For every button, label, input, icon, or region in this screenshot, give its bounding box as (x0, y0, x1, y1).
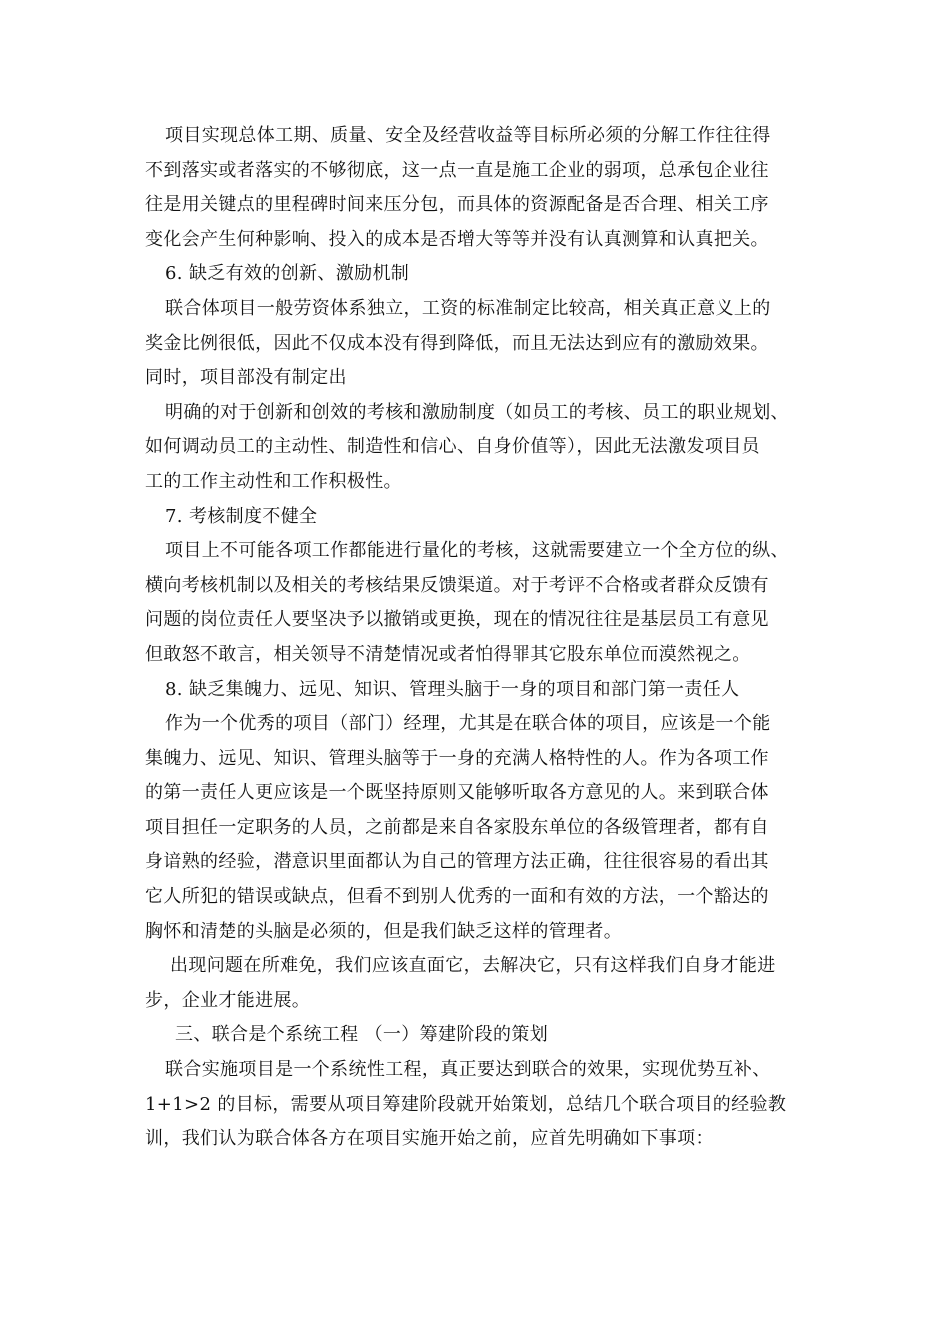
text-line: 身谙熟的经验，潜意识里面都认为自己的管理方法正确，往往很容易的看出其 (145, 851, 769, 873)
text-line: 奖金比例很低，因此不仅成本没有得到降低，而且无法达到应有的激励效果。 (145, 332, 769, 354)
text-line: 联合体项目一般劳资体系独立，工资的标准制定比较高，相关真正意义上的 (165, 297, 771, 319)
text-line: 出现问题在所难免，我们应该直面它，去解决它，只有这样我们自身才能进 (170, 955, 776, 977)
text-line: 工的工作主动性和工作积极性。 (145, 470, 402, 492)
text-line: 步，企业才能进展。 (145, 989, 311, 1011)
text-line: 项目上不可能各项工作都能进行量化的考核，这就需要建立一个全方位的纵、 (165, 540, 789, 562)
text-line: 作为一个优秀的项目（部门）经理，尤其是在联合体的项目，应该是一个能 (165, 713, 771, 735)
text-line: 集魄力、远见、知识、管理头脑等于一身的充满人格特性的人。作为各项工作 (145, 747, 769, 769)
section-heading: 8. 缺乏集魄力、远见、知识、管理头脑于一身的项目和部门第一责任人 (165, 678, 740, 700)
text-line: 但敢怒不敢言，相关领导不清楚情况或者怕得罪其它股东单位而漠然视之。 (145, 643, 751, 665)
text-line: 训，我们认为联合体各方在项目实施开始之前，应首先明确如下事项： (145, 1128, 714, 1150)
text-line: 问题的岗位责任人要坚决予以撤销或更换，现在的情况往往是基层员工有意见 (145, 609, 769, 631)
text-line: 项目实现总体工期、质量、安全及经营收益等目标所必须的分解工作往往得 (165, 125, 771, 146)
text-line: 联合实施项目是一个系统性工程，真正要达到联合的效果，实现优势互补、 (165, 1059, 771, 1081)
text-line: 的第一责任人更应该是一个既坚持原则又能够听取各方意见的人。来到联合体 (145, 782, 769, 804)
text-line: 明确的对于创新和创效的考核和激励制度（如员工的考核、员工的职业规划、 (165, 401, 789, 423)
section-heading: 三、联合是个系统工程 （一）筹建阶段的策划 (175, 1024, 549, 1046)
text-line: 胸怀和清楚的头脑是必须的，但是我们缺乏这样的管理者。 (145, 920, 623, 942)
section-heading: 6. 缺乏有效的创新、激励机制 (165, 263, 410, 285)
text-line: 如何调动员工的主动性、制造性和信心、自身价值等），因此无法激发项目员 (145, 436, 760, 458)
text-line: 横向考核机制以及相关的考核结果反馈渠道。对于考评不合格或者群众反馈有 (145, 574, 769, 596)
text-line: 它人所犯的错误或缺点，但看不到别人优秀的一面和有效的方法，一个豁达的 (145, 886, 769, 908)
text-line: 往是用关键点的里程碑时间来压分包，而具体的资源配备是否合理、相关工序 (145, 194, 769, 216)
text-line: 同时，项目部没有制定出 (145, 367, 347, 389)
text-line: 1+1>2 的目标，需要从项目筹建阶段就开始策划，总结几个联合项目的经验教 (145, 1093, 787, 1115)
document-body (145, 119, 810, 1157)
section-heading: 7. 考核制度不健全 (165, 505, 318, 527)
text-line: 不到落实或者落实的不够彻底，这一点一直是施工企业的弱项，总承包企业往 (145, 159, 769, 181)
text-line: 项目担任一定职务的人员，之前都是来自各家股东单位的各级管理者，都有自 (145, 816, 769, 838)
text-line: 变化会产生何种影响、投入的成本是否增大等等并没有认真测算和认真把关。 (145, 228, 769, 250)
